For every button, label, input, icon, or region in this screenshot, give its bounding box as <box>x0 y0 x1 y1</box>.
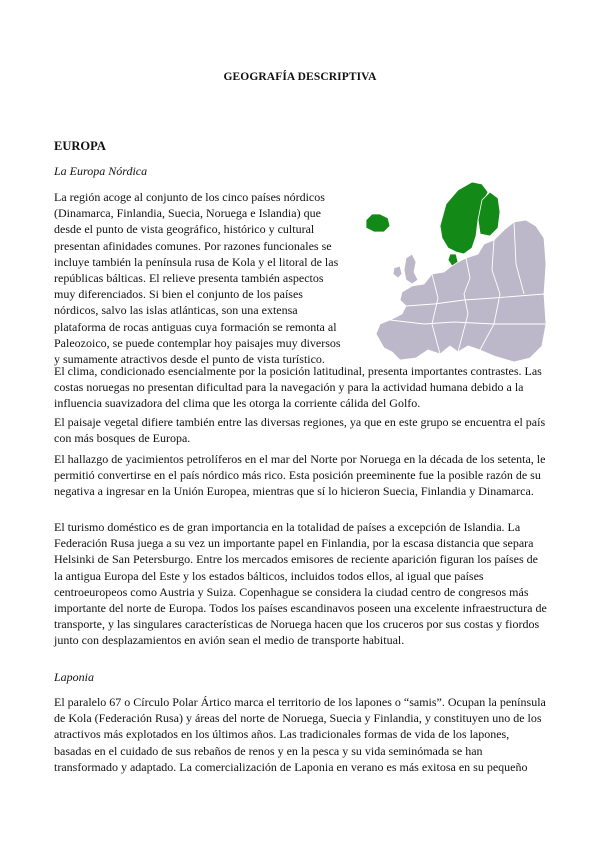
map-land-britain <box>404 254 418 284</box>
paragraph-clima: El clima, condicionado esencialmente por la posición latitudinal, presenta importantes contrastes. Las costas noruegas no presentan dificultad para la navegación y para la actividad humana debido a la influencia suavizadora del clima que les otorga la corriente cálida del Golfo. <box>54 364 542 411</box>
europe-map-illustration <box>354 174 546 362</box>
section-heading-europa: EUROPA <box>54 139 106 153</box>
map-land-ireland <box>393 266 402 278</box>
paragraph-turismo: El turismo doméstico es de gran importancia en la totalidad de países a excepción de Islandia. La Federación Rusa juega a su vez un importante papel en Finlandia, por la escasa distancia que separa Helsinki de San Petersburgo. Entre los mercados emisores de reciente aparición figuran los países de la antigua Europa del Este y los estados bálticos, incluidos todos ellos, al igual que países centroeuropeos como Austria y Suiza. Copenhague se considera la ciudad centro de congresos más importante del norte de Europa. Todos los países escandinavos poseen una excelente infraestructura de transporte, y las singulares características de Noruega hacen que los cruceros por sus costas y fiordos junto con desplazamientos en avión sean el medio de transporte habitual. <box>54 520 547 648</box>
map-highlight-iceland <box>366 214 390 232</box>
subheading-laponia: Laponia <box>54 670 95 684</box>
document-title: GEOGRAFÍA DESCRIPTIVA <box>223 71 377 83</box>
paragraph-paisaje-vegetal: El paisaje vegetal difiere también entre las diversas regiones, ya que en este grupo se encuentra el país con más bosques de Europa. <box>54 415 546 446</box>
paragraph-petroleo: El hallazgo de yacimientos petrolíferos en el mar del Norte por Noruega en la década de los setenta, le permitió convertirse en el país nórdico más rico. Esta posición preeminente fue la posible razón de su negativa a ingresar en la Unión Europea, mientras que sí lo hicieron Suecia, Finlandia y Dinamarca. <box>54 452 546 499</box>
paragraph-intro: La región acoge al conjunto de los cinco países nórdicos (Dinamarca, Finlandia, Suecia, Noruega e Islandia) que desde el punto de vista geográfico, histórico y cultural presentan afinidades comunes. Por razones funcionales se incluye también la península rusa de Kola y el litoral de las repúblicas bálticas. El relieve presenta también aspectos muy diferenciados. Si bien el conjunto de los países nórdicos, salvo las islas atlánticas, son una extensa plataforma de rocas antiguas cuya formación se remonta al Paleozoico, se puede contemplar hoy paisajes muy diversos y sumamente atractivos desde el punto de vista turístico. <box>54 190 341 367</box>
paragraph-laponia: El paralelo 67 o Círculo Polar Ártico marca el territorio de los lapones o “samis”. Ocupan la península de Kola (Federación Rusa) y áreas del norte de Noruega, Suecia y Finlandia, y constituyen uno de los atractivos más explotados en los últimos años. Las tradicionales formas de vida de los lapones, basadas en el cuidado de sus rebaños de renos y en la pesca y su vida seminómada se han transformado y adaptado. La comercialización de Laponia en verano es más exitosa en su pequeño <box>54 695 546 774</box>
subheading-europa-nordica: La Europa Nórdica <box>54 164 148 178</box>
